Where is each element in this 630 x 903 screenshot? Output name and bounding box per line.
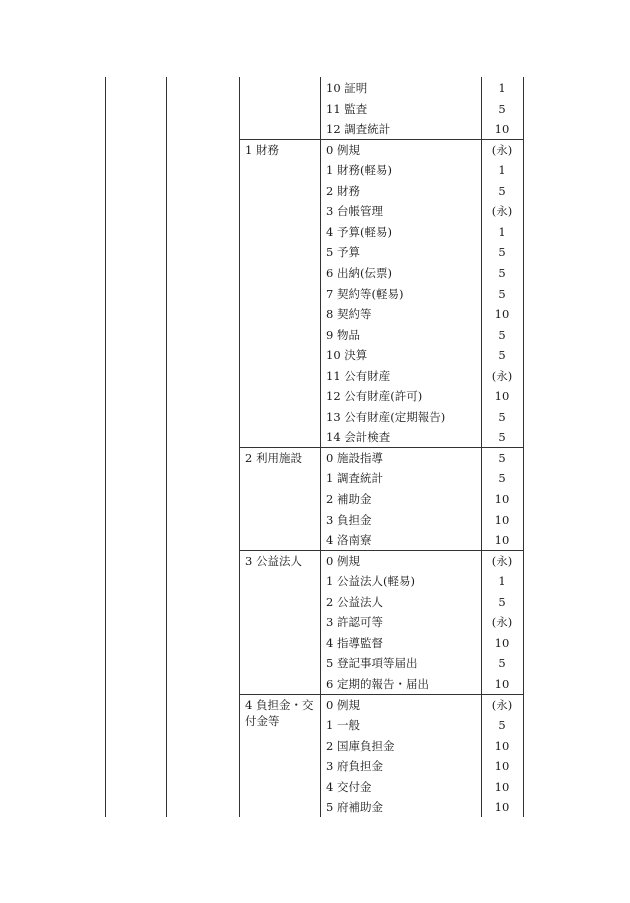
subcategory-label: 1 調査統計	[326, 471, 383, 486]
subcategory-label: 11 公有財産	[326, 368, 391, 383]
subcategory-label: 1 財務(軽易)	[326, 163, 392, 178]
retention-period: 10	[494, 759, 510, 774]
retention-period: 10	[494, 389, 510, 404]
retention-period: (永)	[491, 615, 513, 630]
retention-period: 5	[498, 286, 506, 301]
retention-period: 10	[494, 779, 510, 794]
subcategory-label: 4 指導監督	[326, 635, 383, 650]
group-divider	[239, 550, 524, 551]
subcategory-label: 2 公益法人	[326, 594, 383, 609]
subcategory-label: 2 財務	[326, 183, 360, 198]
subcategory-label: 4 交付金	[326, 779, 372, 794]
group-divider	[239, 139, 524, 140]
subcategory-label: 12 調査統計	[326, 122, 391, 137]
retention-period: 10	[494, 307, 510, 322]
subcategory-label: 7 契約等(軽易)	[326, 286, 404, 301]
subcategory-label: 1 公益法人(軽易)	[326, 574, 415, 589]
retention-period: 10	[494, 533, 510, 548]
subcategory-label: 10 決算	[326, 348, 368, 363]
group-divider	[239, 447, 524, 448]
subcategory-label: 2 国庫負担金	[326, 738, 395, 753]
category-label: 4 負担金・交付金等	[245, 697, 314, 728]
subcategory-label: 6 定期的報告・届出	[326, 676, 429, 691]
retention-period: 10	[494, 676, 510, 691]
category-label: 2 利用施設	[245, 450, 302, 465]
subcategory-label: 4 予算(軽易)	[326, 224, 392, 239]
subcategory-label: 8 契約等	[326, 307, 372, 322]
subcategory-label: 6 出納(伝票)	[326, 265, 392, 280]
retention-period: 5	[498, 471, 506, 486]
retention-period: 5	[498, 594, 506, 609]
retention-period: 5	[498, 327, 506, 342]
retention-period: (永)	[491, 553, 513, 568]
category-label: 1 財務	[245, 142, 279, 157]
column-rule-0	[105, 77, 106, 817]
subcategory-label: 14 会計検査	[326, 430, 391, 445]
retention-period: 5	[498, 656, 506, 671]
subcategory-label: 0 例規	[326, 553, 360, 568]
retention-period: (永)	[491, 142, 513, 157]
group-divider	[239, 694, 524, 695]
retention-period: 10	[494, 512, 510, 527]
subcategory-label: 3 府負担金	[326, 759, 383, 774]
retention-period: 10	[494, 122, 510, 137]
retention-period: 5	[498, 245, 506, 260]
subcategory-label: 3 台帳管理	[326, 204, 383, 219]
retention-period: 5	[498, 265, 506, 280]
subcategory-label: 5 予算	[326, 245, 360, 260]
retention-period: 10	[494, 492, 510, 506]
subcategory-label: 12 公有財産(許可)	[326, 389, 423, 404]
retention-period: (永)	[491, 697, 513, 712]
subcategory-label: 0 施設指導	[326, 450, 383, 465]
retention-period: 10	[494, 738, 510, 753]
subcategory-label: 5 府補助金	[326, 800, 383, 815]
retention-period: 5	[498, 183, 506, 198]
retention-period: 1	[498, 574, 506, 589]
retention-period: 5	[498, 718, 506, 733]
subcategory-label: 9 物品	[326, 327, 360, 342]
subcategory-label: 1 一般	[326, 718, 360, 733]
subcategory-label: 3 許認可等	[326, 615, 383, 630]
subcategory-label: 0 例規	[326, 697, 360, 712]
retention-period: 5	[498, 450, 506, 465]
retention-period: 5	[498, 409, 506, 424]
retention-period: 10	[494, 800, 510, 815]
subcategory-label: 3 負担金	[326, 512, 372, 527]
subcategory-label: 0 例規	[326, 142, 360, 157]
subcategory-label: 10 証明	[326, 81, 368, 95]
retention-period: 1	[498, 224, 506, 239]
subcategory-label: 13 公有財産(定期報告)	[326, 409, 446, 424]
retention-period: (永)	[491, 368, 513, 383]
subcategory-label: 4 洛南寮	[326, 533, 372, 548]
subcategory-label: 11 監査	[326, 101, 368, 116]
retention-period: 5	[498, 348, 506, 363]
retention-period: 5	[498, 101, 506, 116]
subcategory-label: 2 補助金	[326, 492, 372, 506]
category-label: 3 公益法人	[245, 553, 302, 568]
column-rule-1	[166, 77, 167, 817]
retention-period: (永)	[491, 204, 513, 219]
retention-period: 5	[498, 430, 506, 445]
retention-period: 1	[498, 163, 506, 178]
retention-period: 10	[494, 635, 510, 650]
subcategory-label: 5 登記事項等届出	[326, 656, 418, 671]
retention-period: 1	[498, 81, 506, 95]
